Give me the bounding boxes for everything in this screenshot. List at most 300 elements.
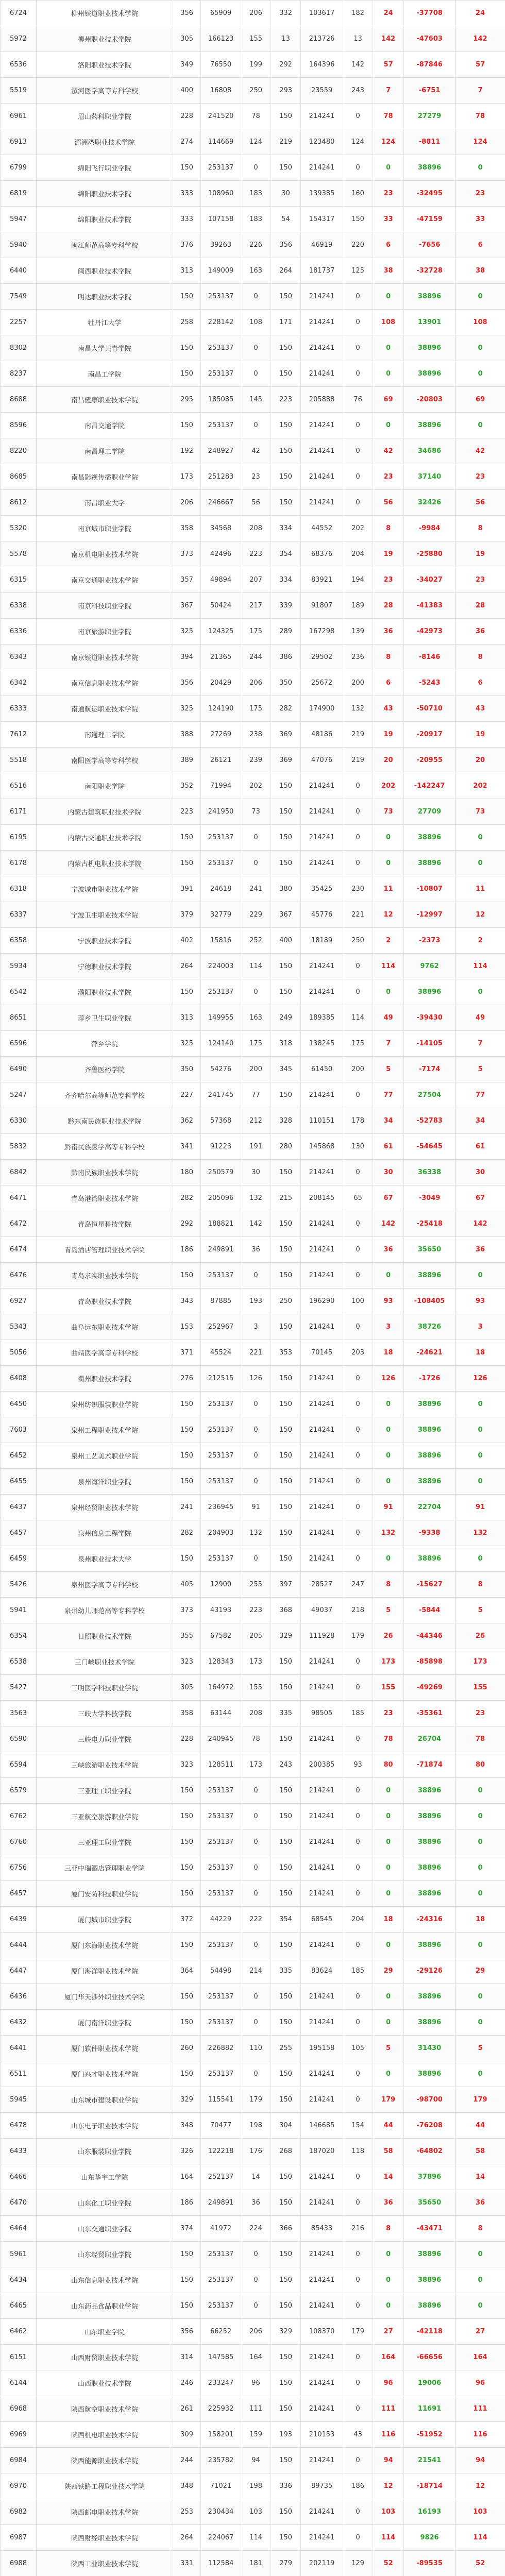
rank-gap-cell: -5243 <box>404 670 456 696</box>
score-gap-cell: 126 <box>373 1366 404 1392</box>
min-diff-cell: 0 <box>343 1546 373 1572</box>
rank-cell: 20429 <box>201 670 241 696</box>
school-code-cell: 5832 <box>1 1134 37 1160</box>
school-name-cell: 陕西工业职业技术学院 <box>37 2551 173 2576</box>
min-score-cell: 150 <box>271 2087 301 2113</box>
min-rank-cell: 214241 <box>301 2190 343 2216</box>
score-gap-cell: 0 <box>373 979 404 1005</box>
min-score-cell: 336 <box>271 2473 301 2499</box>
line-diff-cell: 0 <box>241 1392 271 1417</box>
table-row <box>1 2061 505 2087</box>
score-gap-cell: 0 <box>373 2293 404 2319</box>
school-name-cell: 青岛职业技术学院 <box>37 1289 173 1314</box>
table-row <box>1 1082 505 1108</box>
rank-cell: 253137 <box>201 361 241 387</box>
min-diff-cell: 100 <box>343 1289 373 1314</box>
table-row <box>1 876 505 902</box>
rank-gap-cell: -44346 <box>404 1623 456 1649</box>
min-score-cell: 280 <box>271 1134 301 1160</box>
line-diff-cell: 0 <box>241 1263 271 1289</box>
school-code-cell: 8685 <box>1 464 37 490</box>
rank-cell: 115541 <box>201 2087 241 2113</box>
min-rank-cell: 214241 <box>301 1314 343 1340</box>
line-diff-cell: 142 <box>241 1211 271 1237</box>
result-gap-cell: 80 <box>456 1752 505 1778</box>
score-gap-cell: 93 <box>373 1289 404 1314</box>
min-diff-cell: 175 <box>343 1031 373 1057</box>
rank-gap-cell: -32495 <box>404 181 456 207</box>
result-gap-cell: 67 <box>456 1185 505 1211</box>
line-diff-cell: 42 <box>241 438 271 464</box>
score-cell: 150 <box>173 413 201 438</box>
min-diff-cell: 0 <box>343 1804 373 1829</box>
school-code-cell: 6476 <box>1 1263 37 1289</box>
score-cell: 371 <box>173 1340 201 1366</box>
min-diff-cell: 0 <box>343 1829 373 1855</box>
min-score-cell: 150 <box>271 1237 301 1263</box>
result-gap-cell: 155 <box>456 1675 505 1701</box>
table-row <box>1 1005 505 1031</box>
rank-cell: 49894 <box>201 567 241 593</box>
rank-gap-cell: 38896 <box>404 1392 456 1417</box>
table-body <box>1 1 505 2576</box>
rank-gap-cell: 38896 <box>404 1263 456 1289</box>
min-score-cell: 369 <box>271 722 301 748</box>
score-cell: 356 <box>173 1 201 26</box>
score-cell: 362 <box>173 1108 201 1134</box>
min-rank-cell: 208145 <box>301 1185 343 1211</box>
rank-gap-cell: -35361 <box>404 1701 456 1726</box>
rank-cell: 228142 <box>201 310 241 335</box>
min-rank-cell: 214241 <box>301 1933 343 1958</box>
rank-gap-cell: 38896 <box>404 284 456 310</box>
rank-cell: 54276 <box>201 1057 241 1082</box>
line-diff-cell: 132 <box>241 1520 271 1546</box>
rank-cell: 149955 <box>201 1005 241 1031</box>
rank-gap-cell: 38896 <box>404 413 456 438</box>
result-gap-cell: 2 <box>456 928 505 954</box>
rank-gap-cell: -29126 <box>404 1958 456 1984</box>
min-score-cell: 150 <box>271 1649 301 1675</box>
result-gap-cell: 0 <box>456 284 505 310</box>
rank-gap-cell: 38896 <box>404 335 456 361</box>
min-rank-cell: 214241 <box>301 2267 343 2293</box>
table-row <box>1 1185 505 1211</box>
school-name-cell: 齐鲁医药学院 <box>37 1057 173 1082</box>
min-rank-cell: 214241 <box>301 2164 343 2190</box>
rank-cell: 212515 <box>201 1366 241 1392</box>
school-name-cell: 陕西能源职业技术学院 <box>37 2448 173 2473</box>
rank-gap-cell: 27709 <box>404 799 456 825</box>
score-gap-cell: 30 <box>373 1160 404 1185</box>
result-gap-cell: 0 <box>456 1829 505 1855</box>
result-gap-cell: 52 <box>456 2551 505 2576</box>
score-cell: 264 <box>173 2525 201 2551</box>
min-rank-cell: 214241 <box>301 1855 343 1881</box>
rank-gap-cell: 21541 <box>404 2448 456 2473</box>
min-diff-cell: 0 <box>343 1211 373 1237</box>
min-score-cell: 334 <box>271 567 301 593</box>
min-diff-cell: 0 <box>343 1237 373 1263</box>
score-cell: 400 <box>173 78 201 104</box>
result-gap-cell: 56 <box>456 490 505 516</box>
result-gap-cell: 0 <box>456 2010 505 2036</box>
result-gap-cell: 0 <box>456 825 505 851</box>
min-diff-cell: 0 <box>343 310 373 335</box>
rank-cell: 185085 <box>201 387 241 413</box>
min-score-cell: 150 <box>271 2010 301 2036</box>
line-diff-cell: 214 <box>241 1958 271 1984</box>
result-gap-cell: 0 <box>456 1933 505 1958</box>
min-diff-cell: 142 <box>343 52 373 78</box>
school-code-cell: 6315 <box>1 567 37 593</box>
school-name-cell: 泉州幼儿师范高等专科学校 <box>37 1598 173 1623</box>
school-name-cell: 柳州铁道职业技术学院 <box>37 1 173 26</box>
score-cell: 150 <box>173 1881 201 1907</box>
school-code-cell: 7612 <box>1 722 37 748</box>
rank-cell: 253137 <box>201 2061 241 2087</box>
rank-cell: 108960 <box>201 181 241 207</box>
school-name-cell: 衢州职业技术学院 <box>37 1366 173 1392</box>
line-diff-cell: 30 <box>241 1160 271 1185</box>
min-score-cell: 150 <box>271 1804 301 1829</box>
result-gap-cell: 30 <box>456 1160 505 1185</box>
rank-cell: 249891 <box>201 1237 241 1263</box>
line-diff-cell: 23 <box>241 464 271 490</box>
min-rank-cell: 214241 <box>301 1804 343 1829</box>
rank-cell: 70477 <box>201 2113 241 2139</box>
line-diff-cell: 229 <box>241 902 271 928</box>
score-cell: 313 <box>173 1005 201 1031</box>
score-gap-cell: 23 <box>373 567 404 593</box>
rank-gap-cell: -2373 <box>404 928 456 954</box>
score-gap-cell: 91 <box>373 1495 404 1520</box>
school-name-cell: 厦门南洋职业学院 <box>37 2010 173 2036</box>
school-code-cell: 5519 <box>1 78 37 104</box>
school-name-cell: 南京旅游职业学院 <box>37 619 173 645</box>
min-diff-cell: 105 <box>343 2036 373 2061</box>
min-diff-cell: 118 <box>343 2139 373 2164</box>
line-diff-cell: 0 <box>241 2267 271 2293</box>
table-row <box>1 464 505 490</box>
school-name-cell: 南昌交通学院 <box>37 413 173 438</box>
line-diff-cell: 252 <box>241 928 271 954</box>
min-diff-cell: 154 <box>343 2113 373 2139</box>
min-rank-cell: 110151 <box>301 1108 343 1134</box>
result-gap-cell: 0 <box>456 1984 505 2010</box>
min-rank-cell: 18189 <box>301 928 343 954</box>
school-code-cell: 6434 <box>1 2267 37 2293</box>
line-diff-cell: 175 <box>241 1031 271 1057</box>
min-score-cell: 150 <box>271 2190 301 2216</box>
min-diff-cell: 0 <box>343 851 373 876</box>
line-diff-cell: 78 <box>241 104 271 129</box>
min-rank-cell: 214241 <box>301 2396 343 2422</box>
score-gap-cell: 12 <box>373 902 404 928</box>
school-name-cell: 南京交通职业技术学院 <box>37 567 173 593</box>
score-gap-cell: 43 <box>373 696 404 722</box>
line-diff-cell: 175 <box>241 619 271 645</box>
school-code-cell: 6478 <box>1 2113 37 2139</box>
line-diff-cell: 226 <box>241 232 271 258</box>
score-gap-cell: 28 <box>373 593 404 619</box>
result-gap-cell: 8 <box>456 645 505 670</box>
line-diff-cell: 241 <box>241 876 271 902</box>
score-cell: 282 <box>173 1520 201 1546</box>
rank-gap-cell: -47603 <box>404 26 456 52</box>
rank-gap-cell: 38896 <box>404 361 456 387</box>
min-diff-cell: 200 <box>343 1057 373 1082</box>
school-code-cell: 6590 <box>1 1726 37 1752</box>
min-diff-cell: 185 <box>343 1958 373 1984</box>
school-code-cell: 6354 <box>1 1623 37 1649</box>
line-diff-cell: 224 <box>241 2216 271 2242</box>
table-row <box>1 1623 505 1649</box>
result-gap-cell: 18 <box>456 1340 505 1366</box>
rank-gap-cell: -12997 <box>404 902 456 928</box>
min-score-cell: 150 <box>271 490 301 516</box>
rank-cell: 225932 <box>201 2396 241 2422</box>
min-diff-cell: 220 <box>343 232 373 258</box>
school-name-cell: 曲靖医学高等专科学校 <box>37 1340 173 1366</box>
school-code-cell: 8220 <box>1 438 37 464</box>
min-diff-cell: 179 <box>343 2319 373 2345</box>
table-row <box>1 1417 505 1443</box>
line-diff-cell: 0 <box>241 1546 271 1572</box>
table-row <box>1 979 505 1005</box>
rank-gap-cell: 9762 <box>404 954 456 979</box>
school-code-cell: 6433 <box>1 2139 37 2164</box>
min-rank-cell: 138245 <box>301 1031 343 1057</box>
min-diff-cell: 194 <box>343 567 373 593</box>
table-row <box>1 26 505 52</box>
result-gap-cell: 61 <box>456 1134 505 1160</box>
school-code-cell: 6470 <box>1 2190 37 2216</box>
result-gap-cell: 0 <box>456 2242 505 2267</box>
min-score-cell: 250 <box>271 1289 301 1314</box>
score-gap-cell: 5 <box>373 1598 404 1623</box>
score-cell: 150 <box>173 1933 201 1958</box>
min-rank-cell: 46919 <box>301 232 343 258</box>
min-diff-cell: 204 <box>343 541 373 567</box>
rank-cell: 114669 <box>201 129 241 155</box>
line-diff-cell: 0 <box>241 979 271 1005</box>
min-score-cell: 150 <box>271 104 301 129</box>
rank-cell: 67582 <box>201 1623 241 1649</box>
result-gap-cell: 111 <box>456 2396 505 2422</box>
rank-cell: 91223 <box>201 1134 241 1160</box>
result-gap-cell: 0 <box>456 979 505 1005</box>
score-cell: 364 <box>173 1958 201 1984</box>
school-code-cell: 6195 <box>1 825 37 851</box>
score-gap-cell: 0 <box>373 1933 404 1958</box>
school-name-cell: 泉州医学高等专科学校 <box>37 1572 173 1598</box>
score-gap-cell: 52 <box>373 2551 404 2576</box>
school-name-cell: 陕西财经职业技术学院 <box>37 2525 173 2551</box>
rank-gap-cell: -25418 <box>404 1211 456 1237</box>
min-score-cell: 150 <box>271 335 301 361</box>
rank-gap-cell: 38896 <box>404 155 456 181</box>
min-score-cell: 334 <box>271 516 301 541</box>
rank-cell: 249891 <box>201 2190 241 2216</box>
score-gap-cell: 0 <box>373 1392 404 1417</box>
rank-gap-cell: -8811 <box>404 129 456 155</box>
school-name-cell: 陕西机电职业技术学院 <box>37 2422 173 2448</box>
score-gap-cell: 142 <box>373 26 404 52</box>
rank-cell: 71994 <box>201 773 241 799</box>
table-row <box>1 2010 505 2036</box>
school-name-cell: 南昌工学院 <box>37 361 173 387</box>
school-code-cell: 6342 <box>1 670 37 696</box>
rank-cell: 253137 <box>201 1881 241 1907</box>
school-name-cell: 绵阳飞行职业学院 <box>37 155 173 181</box>
school-name-cell: 绵阳职业技术学院 <box>37 207 173 232</box>
score-cell: 246 <box>173 2370 201 2396</box>
school-code-cell: 6171 <box>1 799 37 825</box>
score-gap-cell: 23 <box>373 464 404 490</box>
min-score-cell: 150 <box>271 2345 301 2370</box>
min-score-cell: 397 <box>271 1572 301 1598</box>
result-gap-cell: 6 <box>456 232 505 258</box>
min-score-cell: 279 <box>271 2551 301 2576</box>
line-diff-cell: 114 <box>241 954 271 979</box>
score-gap-cell: 0 <box>373 335 404 361</box>
school-name-cell: 漯河医学高等专科学校 <box>37 78 173 104</box>
school-name-cell: 泉州海洋职业学院 <box>37 1469 173 1495</box>
rank-gap-cell: 32426 <box>404 490 456 516</box>
result-gap-cell: 24 <box>456 1 505 26</box>
rank-gap-cell: -66656 <box>404 2345 456 2370</box>
school-code-cell: 6987 <box>1 2525 37 2551</box>
line-diff-cell: 0 <box>241 284 271 310</box>
school-code-cell: 6464 <box>1 2216 37 2242</box>
result-gap-cell: 49 <box>456 1005 505 1031</box>
min-diff-cell: 0 <box>343 825 373 851</box>
min-rank-cell: 214241 <box>301 1469 343 1495</box>
rank-gap-cell: -52783 <box>404 1108 456 1134</box>
school-name-cell: 南昌理工学院 <box>37 438 173 464</box>
rank-gap-cell: -5844 <box>404 1598 456 1623</box>
min-score-cell: 150 <box>271 284 301 310</box>
min-score-cell: 380 <box>271 876 301 902</box>
score-cell: 356 <box>173 2319 201 2345</box>
min-score-cell: 150 <box>271 413 301 438</box>
table-row <box>1 2396 505 2422</box>
rank-cell: 66252 <box>201 2319 241 2345</box>
min-rank-cell: 23559 <box>301 78 343 104</box>
min-diff-cell: 0 <box>343 1933 373 1958</box>
rank-cell: 15816 <box>201 928 241 954</box>
score-cell: 206 <box>173 490 201 516</box>
min-rank-cell: 214241 <box>301 2499 343 2525</box>
result-gap-cell: 58 <box>456 2139 505 2164</box>
score-gap-cell: 18 <box>373 1340 404 1366</box>
school-name-cell: 南通航运职业技术学院 <box>37 696 173 722</box>
rank-gap-cell: 13901 <box>404 310 456 335</box>
min-rank-cell: 146685 <box>301 2113 343 2139</box>
school-name-cell: 日照职业技术学院 <box>37 1623 173 1649</box>
table-row <box>1 1881 505 1907</box>
min-score-cell: 150 <box>271 1778 301 1804</box>
school-code-cell: 6596 <box>1 1031 37 1057</box>
rank-gap-cell: 38896 <box>404 1933 456 1958</box>
score-gap-cell: 0 <box>373 1778 404 1804</box>
school-name-cell: 绵阳职业技术学院 <box>37 181 173 207</box>
score-cell: 164 <box>173 2164 201 2190</box>
school-code-cell: 7603 <box>1 1417 37 1443</box>
school-name-cell: 萍乡学院 <box>37 1031 173 1057</box>
min-score-cell: 367 <box>271 902 301 928</box>
school-code-cell: 6437 <box>1 1495 37 1520</box>
rank-gap-cell: -108405 <box>404 1289 456 1314</box>
school-code-cell: 8596 <box>1 413 37 438</box>
line-diff-cell: 94 <box>241 2448 271 2473</box>
table-row <box>1 1778 505 1804</box>
min-score-cell: 304 <box>271 2113 301 2139</box>
rank-cell: 158201 <box>201 2422 241 2448</box>
score-gap-cell: 132 <box>373 1520 404 1546</box>
min-diff-cell: 0 <box>343 284 373 310</box>
rank-cell: 236945 <box>201 1495 241 1520</box>
score-gap-cell: 124 <box>373 129 404 155</box>
score-gap-cell: 142 <box>373 1211 404 1237</box>
min-rank-cell: 45776 <box>301 902 343 928</box>
min-diff-cell: 185 <box>343 1701 373 1726</box>
school-code-cell: 6819 <box>1 181 37 207</box>
min-rank-cell: 214241 <box>301 2010 343 2036</box>
result-gap-cell: 0 <box>456 361 505 387</box>
line-diff-cell: 175 <box>241 696 271 722</box>
score-cell: 150 <box>173 1546 201 1572</box>
min-score-cell: 150 <box>271 1984 301 2010</box>
min-score-cell: 243 <box>271 1752 301 1778</box>
table-row <box>1 2525 505 2551</box>
score-cell: 253 <box>173 2499 201 2525</box>
school-name-cell: 山东城市建设职业学院 <box>37 2087 173 2113</box>
table-row <box>1 207 505 232</box>
rank-cell: 16808 <box>201 78 241 104</box>
min-diff-cell: 114 <box>343 1005 373 1031</box>
school-code-cell: 6538 <box>1 1649 37 1675</box>
line-diff-cell: 159 <box>241 2422 271 2448</box>
school-name-cell: 陕西邮电职业技术学院 <box>37 2499 173 2525</box>
result-gap-cell: 0 <box>456 335 505 361</box>
min-score-cell: 329 <box>271 2319 301 2345</box>
table-row <box>1 773 505 799</box>
score-gap-cell: 0 <box>373 155 404 181</box>
result-gap-cell: 0 <box>456 413 505 438</box>
min-score-cell: 356 <box>271 232 301 258</box>
min-score-cell: 150 <box>271 1314 301 1340</box>
min-rank-cell: 44552 <box>301 516 343 541</box>
table-row <box>1 155 505 181</box>
rank-cell: 252137 <box>201 2164 241 2190</box>
score-cell: 150 <box>173 1984 201 2010</box>
line-diff-cell: 223 <box>241 541 271 567</box>
result-gap-cell: 57 <box>456 52 505 78</box>
line-diff-cell: 0 <box>241 2061 271 2087</box>
score-gap-cell: 96 <box>373 2370 404 2396</box>
min-rank-cell: 28527 <box>301 1572 343 1598</box>
school-name-cell: 山东交通职业学院 <box>37 2216 173 2242</box>
rank-gap-cell: 38896 <box>404 1829 456 1855</box>
score-cell: 374 <box>173 2216 201 2242</box>
school-name-cell: 黔南民族职业技术学院 <box>37 1160 173 1185</box>
table-row <box>1 1057 505 1082</box>
min-score-cell: 150 <box>271 1366 301 1392</box>
line-diff-cell: 238 <box>241 722 271 748</box>
table-row <box>1 1237 505 1263</box>
